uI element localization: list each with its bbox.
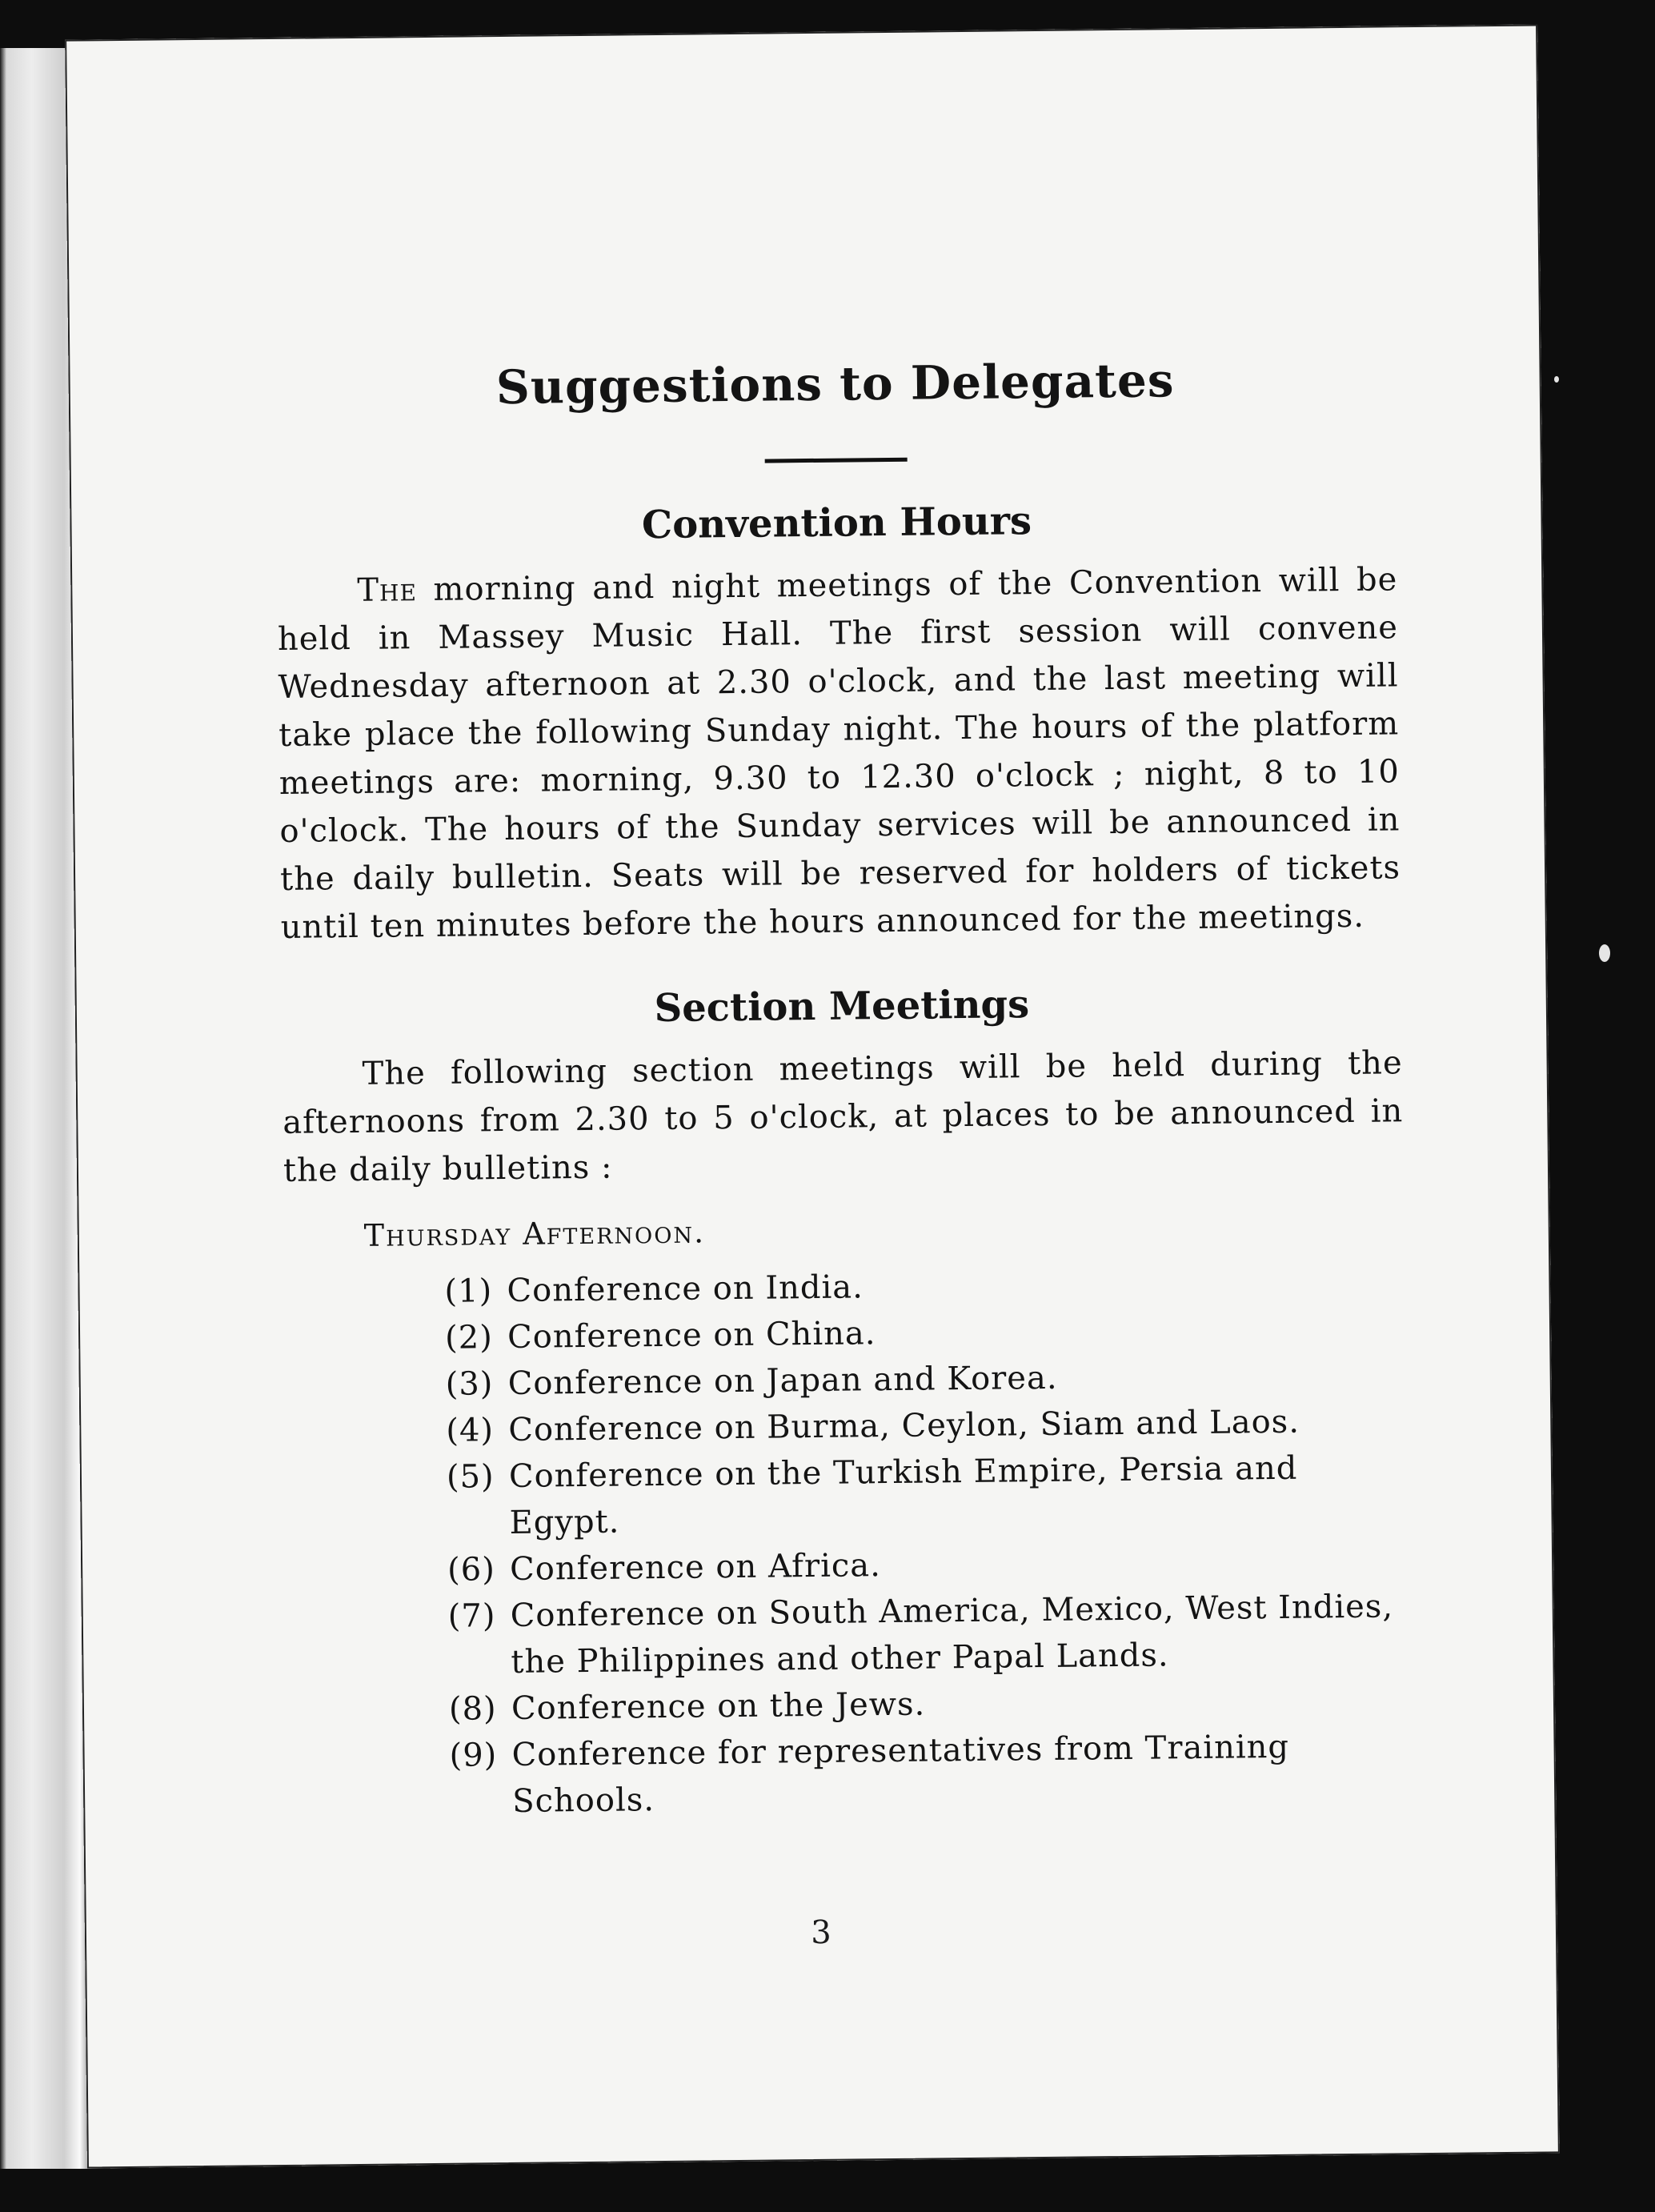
convention-hours-text: morning and night meetings of the Convention will be held in Massey Music Hall. The first session will convene Wednesday afternoon at 2.30 o'clock, and the last meeting will take place the following Sunday night. The hours of the platform meetings are: morning, 9.30 to 12.30 o'clock ; night, 8 to 10 o'clock. The hours of the Sunday services will be announced in the daily bulletin. Seats will be reserved for holders of tickets until ten minutes before the hours announced for the meetings.: [277, 561, 1401, 946]
title-rule: [765, 458, 908, 463]
item-text: Conference on Burma, Ceylon, Siam and Laos.: [508, 1403, 1300, 1449]
day-label: Thursday Afternoon.: [363, 1214, 706, 1253]
scan-speck: [1554, 376, 1559, 383]
item-number: (7): [447, 1597, 496, 1635]
item-number: (5): [446, 1458, 495, 1496]
section-heading-section-meetings: Section Meetings: [654, 982, 1030, 1032]
item-text: Conference for representatives from Training Schools.: [511, 1728, 1290, 1820]
item-text: Conference on China.: [507, 1315, 876, 1356]
item-number: (6): [447, 1551, 496, 1589]
item-text: Conference on Africa.: [509, 1547, 882, 1588]
scan-speck: [1599, 944, 1610, 962]
item-number: (2): [444, 1319, 494, 1356]
section-meetings-paragraph: The following section meetings will be held during the afternoons from 2.30 to 5 o'clock, at places to be announced in the daily bulletins :: [283, 1044, 1404, 1189]
list-item: [447, 1444, 1408, 1547]
list-item: [447, 1583, 1409, 1686]
item-text: Conference on the Turkish Empire, Persia and Egypt.: [508, 1449, 1298, 1541]
page-title: Suggestions to Delegates: [495, 353, 1175, 415]
page-content: [274, 334, 1410, 1827]
item-number: (8): [448, 1690, 497, 1728]
item-text: Conference on India.: [507, 1268, 864, 1310]
page-number: 3: [810, 1913, 832, 1952]
list-item: [449, 1722, 1410, 1825]
document-page: [65, 24, 1560, 2168]
conference-list: [284, 1258, 1410, 1827]
section-heading-convention-hours: Convention Hours: [641, 499, 1032, 548]
convention-hours-paragraph: [277, 555, 1401, 952]
lead-word: The: [357, 571, 418, 609]
item-text: Conference on South America, Mexico, West Indies, the Philippines and other Papal Lands.: [510, 1588, 1394, 1681]
item-text: Conference on Japan and Korea.: [507, 1359, 1058, 1403]
item-number: (9): [449, 1737, 498, 1774]
item-number: (4): [446, 1412, 495, 1449]
item-text: Conference on the Jews.: [511, 1685, 926, 1727]
item-number: (3): [445, 1365, 494, 1403]
item-number: (1): [444, 1272, 493, 1310]
